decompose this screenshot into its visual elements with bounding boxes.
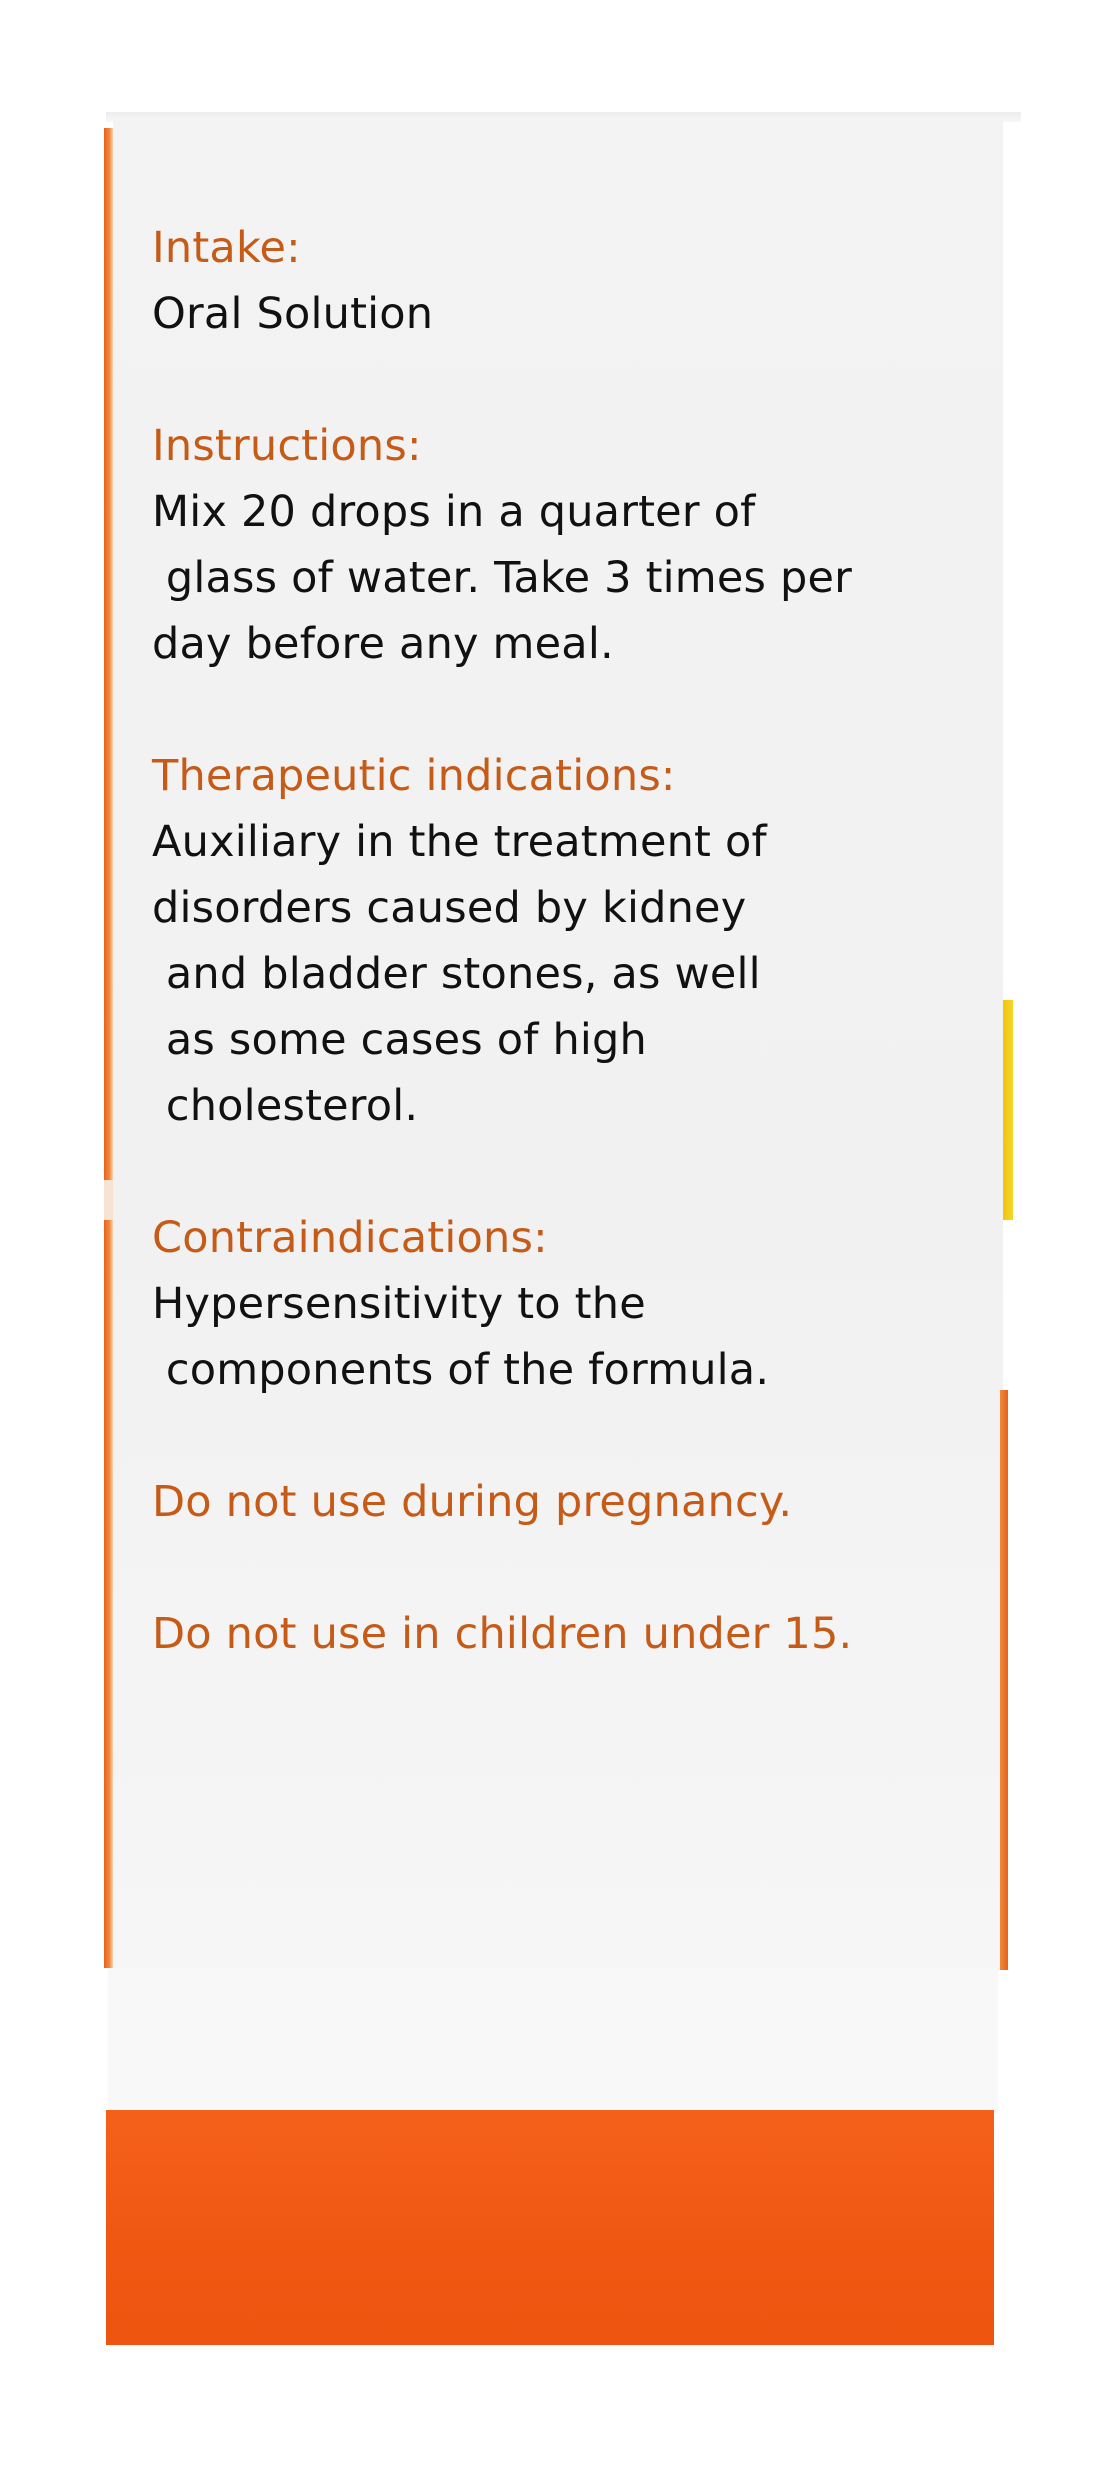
therapeutic-line: and bladder stones, as well	[152, 949, 761, 999]
therapeutic-heading: Therapeutic indications:	[152, 751, 676, 801]
therapeutic-line: as some cases of high	[152, 1015, 647, 1065]
panel-bottom-strip	[108, 1968, 998, 2113]
instructions-line: Mix 20 drops in a quarter of	[152, 487, 756, 537]
left-orange-edge	[104, 128, 113, 1968]
therapeutic-line: disorders caused by kidney	[152, 883, 747, 933]
intake-heading: Intake:	[152, 223, 301, 273]
therapeutic-line: Auxiliary in the treatment of	[152, 817, 767, 867]
therapeutic-line: cholesterol.	[152, 1081, 419, 1131]
instructions-line: day before any meal.	[152, 619, 614, 669]
intake-text: Oral Solution	[152, 289, 434, 339]
left-edge-gap	[104, 1180, 113, 1220]
contraindications-line: Hypersensitivity to the	[152, 1279, 646, 1329]
pregnancy-warning: Do not use during pregnancy.	[152, 1477, 793, 1527]
contraindications-heading: Contraindications:	[152, 1213, 548, 1263]
right-yellow-edge	[1003, 1000, 1013, 1220]
contraindications-line: components of the formula.	[152, 1345, 770, 1395]
bottom-orange-band	[106, 2110, 994, 2345]
instructions-line: glass of water. Take 3 times per	[152, 553, 853, 603]
label-text	[152, 215, 992, 1667]
children-warning: Do not use in children under 15.	[152, 1609, 853, 1659]
right-orange-edge	[1000, 1390, 1008, 1970]
instructions-heading: Instructions:	[152, 421, 422, 471]
